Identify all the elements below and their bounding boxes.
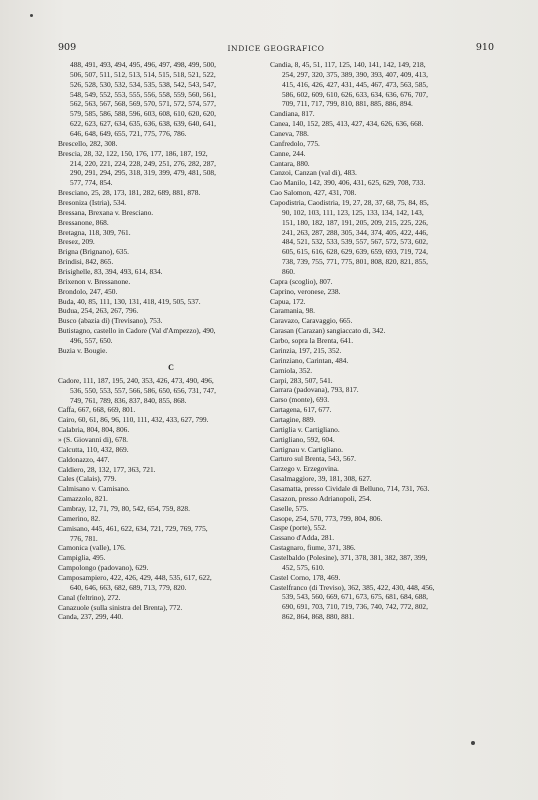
index-entry: Cassano d'Adda, 281. — [270, 533, 335, 543]
index-entry: Bresoniza (Istria), 534. — [58, 198, 127, 208]
index-entry: Canea, 140, 152, 285, 413, 427, 434, 626, 636, 668. — [270, 119, 424, 129]
index-entry: Busco (abazia di) (Trevisano), 753. — [58, 316, 163, 326]
index-entry: Cartiglia v. Cartigliano. — [270, 424, 340, 434]
index-entry: Cao Salomon, 427, 431, 708. — [270, 188, 357, 198]
index-entry: Caselle, 575. — [270, 503, 309, 513]
index-entry: Camonica (valle), 176. — [58, 543, 126, 553]
index-entry: Brixenon v. Bressanone. — [58, 276, 131, 286]
index-entry: Castagnaro, fiume, 371, 386. — [270, 543, 356, 553]
index-entry: Bresez, 209. — [58, 237, 95, 247]
index-entry: Bressanone, 868. — [58, 217, 109, 227]
index-entry: Carrara (padovana), 793, 817. — [270, 385, 359, 395]
index-entry: Carso (monte), 693. — [270, 395, 330, 405]
index-entry-continuation: 577, 774, 854. — [70, 178, 113, 188]
index-entry: Carbo, sopra la Brenta, 641. — [270, 336, 354, 346]
index-column-right — [270, 60, 496, 622]
index-entry: Bressana, Brexana v. Bresciano. — [58, 207, 154, 217]
index-entry: Carasan (Carazan) sangiaccato di, 342. — [270, 326, 386, 336]
index-entry: Carniola, 352. — [270, 365, 313, 375]
index-entry: Camazzolo, 821. — [58, 494, 108, 504]
index-entry: Camposampiero, 422, 426, 429, 448, 535, 617, 622, — [58, 572, 212, 582]
index-entry-continuation: 526, 528, 530, 532, 534, 535, 538, 542, 543, 547, — [70, 79, 216, 89]
index-entry: Cantara, 880. — [270, 158, 310, 168]
index-entry: Calmisano v. Camisano. — [58, 484, 130, 494]
index-entry-continuation: 452, 575, 610. — [282, 562, 325, 572]
index-entry-continuation: 484, 521, 532, 533, 539, 557, 567, 572, 573, 602, — [282, 237, 428, 247]
index-entry: Calabria, 804, 804, 806. — [58, 425, 130, 435]
index-entry: Brigna (Brignano), 635. — [58, 247, 130, 257]
index-entry: Bresciano, 25, 28, 173, 181, 282, 689, 881, 878. — [58, 188, 201, 198]
index-entry-continuation: 738, 739, 755, 771, 775, 801, 808, 820, 821, 855, — [282, 257, 428, 267]
page-number-right: 910 — [475, 42, 494, 53]
index-entry: Cadore, 111, 187, 195, 240, 353, 426, 473, 490, 496, — [58, 375, 214, 385]
index-entry-continuation: 241, 263, 287, 288, 305, 344, 374, 405, 422, 446, — [282, 227, 428, 237]
index-entry-continuation: 709, 711, 717, 799, 810, 881, 885, 886, 894. — [282, 99, 413, 109]
index-entry-continuation: 151, 180, 182, 187, 191, 205, 209, 215, 225, 226, — [282, 217, 428, 227]
index-entry-continuation: 749, 761, 789, 836, 837, 840, 855, 868. — [70, 395, 187, 405]
index-entry: Campiglia, 495. — [58, 553, 106, 563]
index-entry-continuation: 415, 416, 426, 427, 431, 445, 467, 473, 563, 585, — [282, 79, 428, 89]
index-entry: Butistagno, castello in Cadore (Val d'Ampezzo), 490, — [58, 326, 216, 336]
index-entry-continuation: 290, 291, 294, 295, 318, 319, 399, 479, 481, 508, — [70, 168, 216, 178]
page-number-left: 909 — [58, 42, 77, 53]
index-entry: Canfredolo, 775. — [270, 138, 320, 148]
page-speck — [471, 741, 475, 745]
index-entry: Brisighelle, 83, 394, 493, 614, 834. — [58, 267, 163, 277]
index-entry: Castel Corno, 178, 469. — [270, 572, 341, 582]
index-entry: Brindisi, 842, 865. — [58, 257, 114, 267]
index-entry-continuation: 586, 602, 609, 610, 626, 633, 634, 636, 676, 707, — [282, 89, 428, 99]
index-entry: Casope, 254, 570, 773, 799, 804, 806. — [270, 513, 383, 523]
index-entry: Camisano, 445, 461, 622, 634, 721, 729, 769, 775, — [58, 523, 208, 533]
index-entry: Caffa, 667, 668, 669, 801. — [58, 405, 136, 415]
index-entry: Caravazo, Caravaggio, 665. — [270, 316, 353, 326]
index-entry: Campolongo (padovano), 629. — [58, 563, 149, 573]
index-entry-continuation: 214, 220, 221, 224, 228, 249, 251, 276, 282, 287, — [70, 158, 216, 168]
index-entry: Cambray, 12, 71, 79, 80, 542, 654, 759, 828. — [58, 503, 190, 513]
index-column-left — [58, 60, 284, 622]
index-entry-continuation: 579, 585, 586, 588, 596, 603, 608, 610, 620, 620, — [70, 109, 216, 119]
index-entry-continuation: 640, 646, 663, 682, 689, 713, 779, 820. — [70, 582, 187, 592]
index-entry: Buzia v. Bougie. — [58, 345, 108, 355]
index-entry: Caldiero, 28, 132, 177, 363, 721. — [58, 464, 156, 474]
index-entry: Capua, 172. — [270, 296, 306, 306]
index-entry-continuation: 536, 550, 553, 557, 566, 586, 650, 656, 731, 747, — [70, 385, 216, 395]
index-entry-continuation: 548, 549, 552, 553, 555, 556, 558, 559, 560, 561, — [70, 89, 216, 99]
index-entry: Brescello, 282, 308. — [58, 138, 118, 148]
index-entry-continuation: 488, 491, 493, 494, 495, 496, 497, 498, 499, 500, — [70, 60, 216, 69]
index-entry: Camerino, 82. — [58, 513, 101, 523]
page-speck — [30, 14, 33, 17]
page-header — [58, 42, 494, 56]
index-entry-continuation: 776, 781. — [70, 533, 98, 543]
index-entry: Buda, 40, 85, 111, 130, 131, 418, 419, 505, 537. — [58, 296, 201, 306]
index-entry: Castelfranco (di Treviso), 362, 385, 422, 430, 448, 456, — [270, 582, 435, 592]
index-entry: Carpi, 283, 507, 541. — [270, 375, 333, 385]
index-entry: Cartagena, 617, 677. — [270, 405, 332, 415]
index-entry-continuation: 646, 648, 649, 655, 721, 775, 776, 786. — [70, 129, 187, 139]
index-entry-continuation: 690, 691, 703, 710, 719, 736, 740, 742, 772, 802, — [282, 602, 428, 612]
index-entry: » (S. Giovanni di), 678. — [58, 434, 129, 444]
index-entry: Cales (Calais), 779. — [58, 474, 117, 484]
index-entry-continuation: 862, 864, 868, 880, 881. — [282, 612, 355, 622]
index-entry-continuation: 539, 543, 560, 669, 671, 673, 675, 681, 684, 688, — [282, 592, 428, 602]
index-entry-continuation: 605, 615, 616, 628, 629, 639, 659, 693, 719, 724, — [282, 247, 428, 257]
index-entry: Caprino, veronese, 238. — [270, 286, 341, 296]
index-entry: Carinzia, 197, 215, 352. — [270, 345, 342, 355]
index-entry: Casazon, presso Adrianopoli, 254. — [270, 493, 372, 503]
index-entry: Canzoi, Canzan (val di), 483. — [270, 168, 357, 178]
index-entry: Carzego v. Erzegovina. — [270, 464, 339, 474]
index-entry: Candia, 8, 45, 51, 117, 125, 140, 141, 142, 149, 218, — [270, 60, 426, 69]
index-entry: Caldonazzo, 447. — [58, 454, 110, 464]
index-entry: Canazuole (sulla sinistra del Brenta), 772. — [58, 602, 183, 612]
index-entry: Canda, 237, 299, 440. — [58, 612, 124, 622]
index-entry-continuation: 860. — [282, 267, 295, 277]
index-entry: Cartigliano, 592, 604. — [270, 434, 335, 444]
index-entry: Budua, 254, 263, 267, 796. — [58, 306, 139, 316]
index-entry-continuation: 506, 507, 511, 512, 513, 514, 515, 518, 521, 522, — [70, 69, 216, 79]
index-entry: Casamatta, presso Cividale di Belluno, 714, 731, 763. — [270, 483, 430, 493]
index-entry-continuation: 622, 623, 627, 634, 635, 636, 638, 639, 640, 641, — [70, 119, 216, 129]
index-entry-continuation: 90, 102, 103, 111, 123, 125, 133, 134, 142, 143, — [282, 207, 424, 217]
section-letter-heading: C — [168, 362, 174, 372]
index-entry: Candiana, 817. — [270, 109, 315, 119]
index-entry: Calcutta, 110, 432, 869. — [58, 444, 129, 454]
index-entry: Cartignau v. Cartigliano. — [270, 444, 343, 454]
index-entry: Brondolo, 247, 450. — [58, 286, 118, 296]
index-entry: Carturo sul Brenta, 543, 567. — [270, 454, 357, 464]
index-entry: Caramania, 98. — [270, 306, 315, 316]
index-entry: Capra (scoglio), 807. — [270, 276, 333, 286]
index-entry: Cairo, 60, 61, 86, 96, 110, 111, 432, 433, 627, 799. — [58, 415, 209, 425]
index-entry: Caneva, 788. — [270, 129, 309, 139]
index-entry: Cartagine, 889. — [270, 414, 316, 424]
running-title: INDICE GEOGRAFICO — [227, 44, 325, 53]
index-entry-continuation: 562, 563, 567, 568, 569, 570, 571, 572, 574, 577, — [70, 99, 216, 109]
index-entry: Canne, 244. — [270, 148, 306, 158]
index-entry: Cao Manilo, 142, 390, 406, 431, 625, 629, 708, 733. — [270, 178, 426, 188]
index-entry: Casalmaggiore, 39, 181, 308, 627. — [270, 474, 372, 484]
index-entry: Bretagna, 118, 309, 761. — [58, 227, 131, 237]
index-entry: Carinziano, Carintan, 484. — [270, 355, 349, 365]
index-entry: Capodistria, Caodistria, 19, 27, 28, 37, 68, 75, 84, 85, — [270, 198, 429, 208]
index-entry: Castelbaldo (Polesine), 371, 378, 381, 382, 387, 399, — [270, 552, 428, 562]
index-entry: Caspe (porte), 552. — [270, 523, 327, 533]
index-entry: Canal (feltrino), 272. — [58, 592, 121, 602]
index-entry-continuation: 254, 297, 320, 375, 389, 390, 393, 407, 409, 413, — [282, 69, 428, 79]
index-entry: Brescia, 28, 32, 122, 150, 176, 177, 186, 187, 192, — [58, 148, 208, 158]
index-entry-continuation: 496, 557, 650. — [70, 336, 113, 346]
